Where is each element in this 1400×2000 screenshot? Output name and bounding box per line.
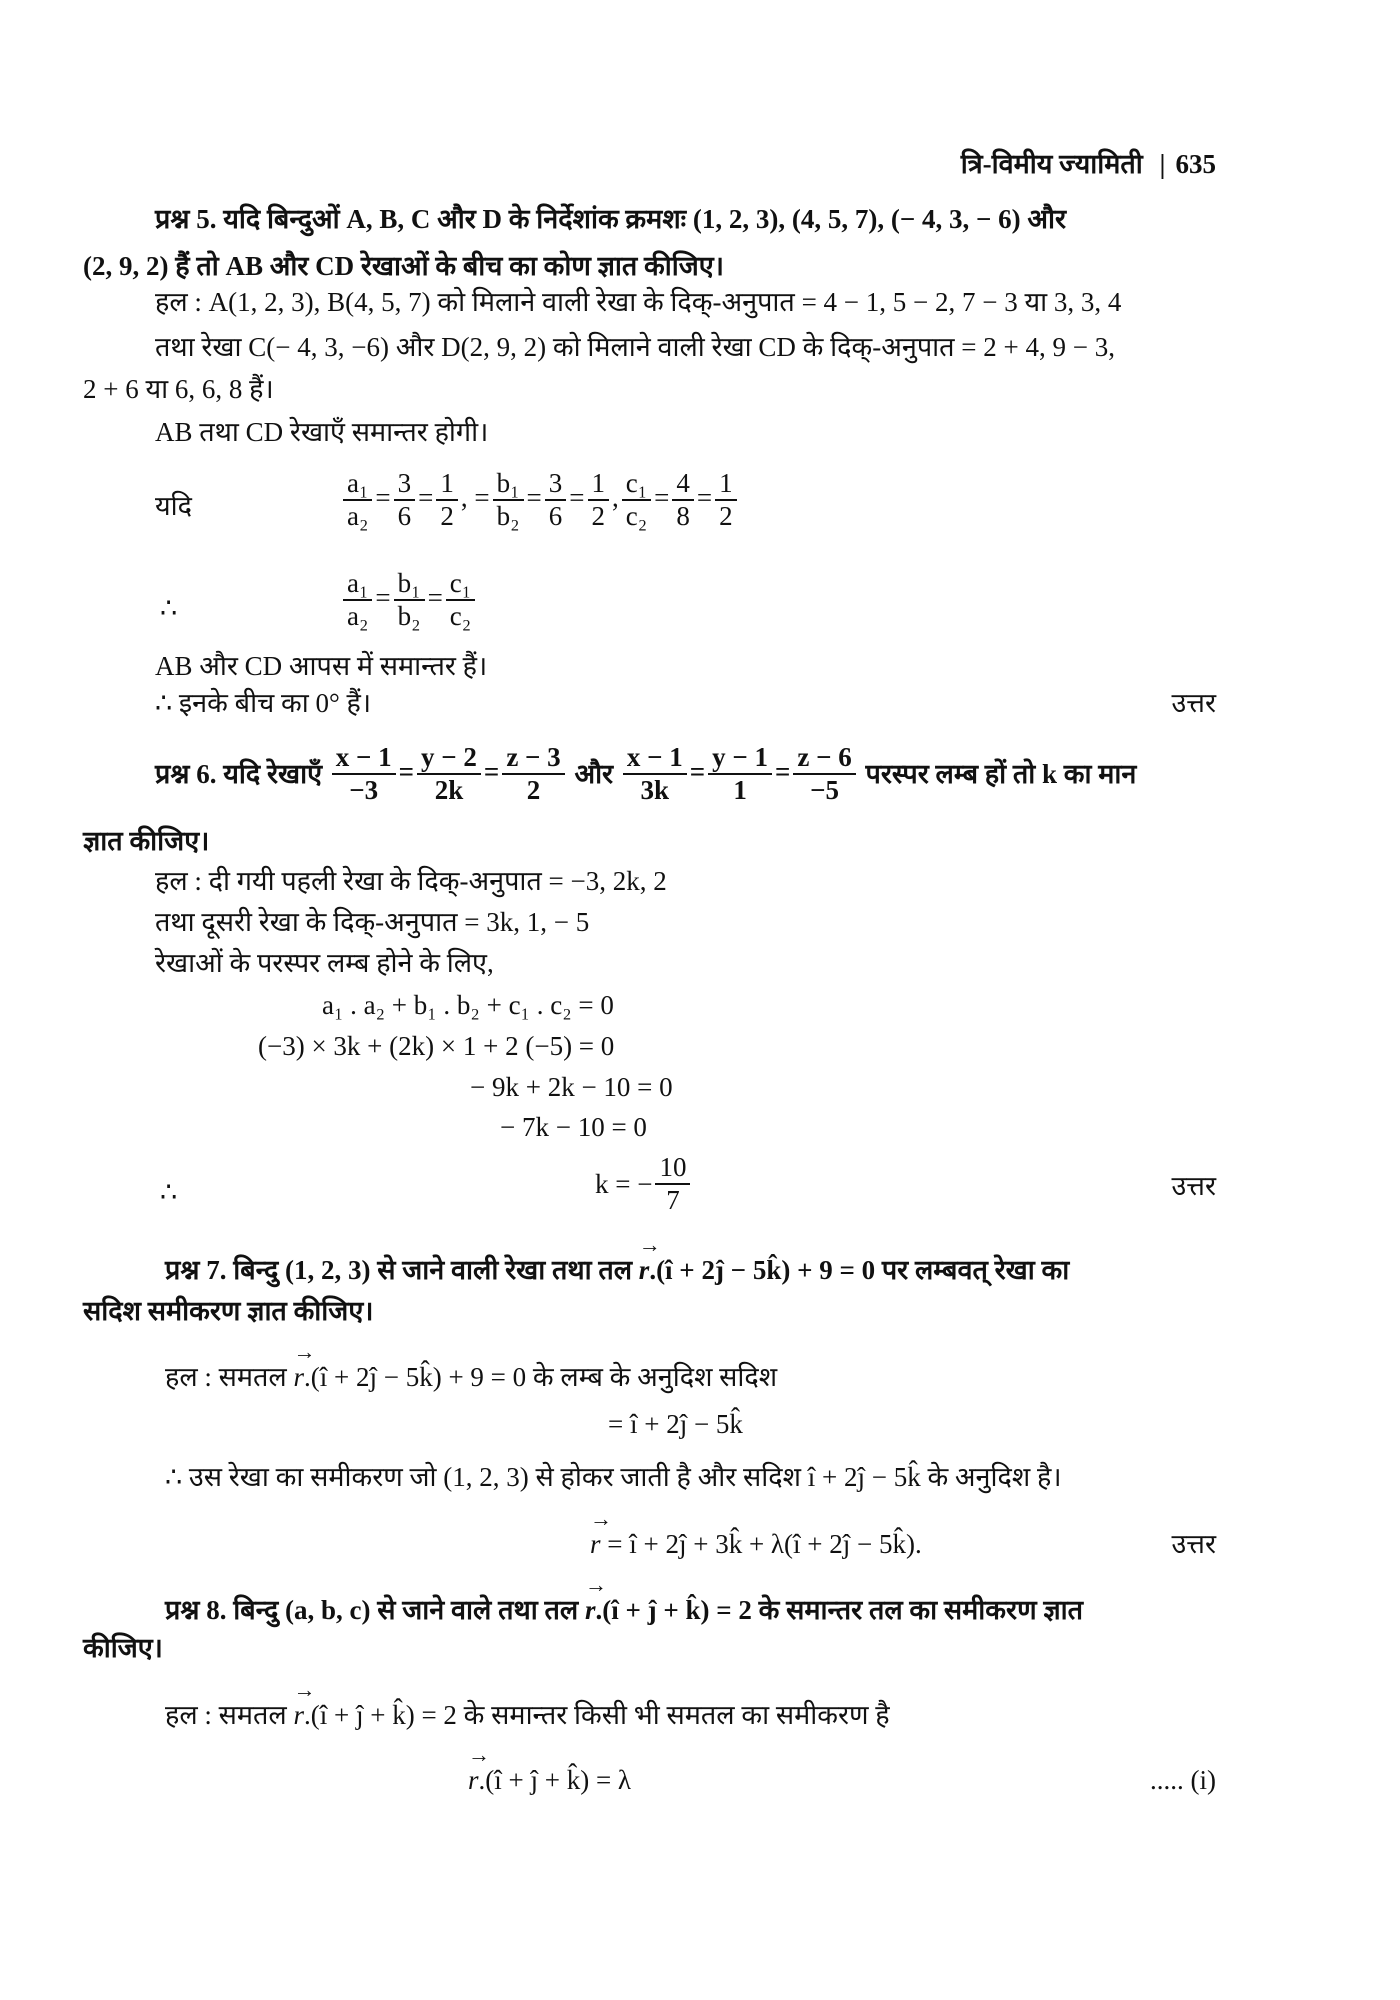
therefore-symbol: ∴ xyxy=(160,1177,178,1207)
therefore-symbol: ∴ xyxy=(160,593,178,623)
answer-label: उत्तर xyxy=(1171,1529,1216,1559)
solution-line: AB और CD आपस में समान्तर हैं। xyxy=(155,651,488,681)
page-number: 635 xyxy=(1175,149,1216,179)
solution-line: हल : समतल → r.(î + ĵ + k̂) = 2 के समान्तर किसी भी समतल का समीकरण है xyxy=(165,1699,890,1731)
solution-line: हल : A(1, 2, 3), B(4, 5, 7) को मिलाने वाली रेखा के दिक्-अनुपात = 4 − 1, 5 − 2, 7 − 3 या 3, 3, 4 xyxy=(155,287,1122,317)
equation-line: (−3) × 3k + (2k) × 1 + 2 (−5) = 0 xyxy=(258,1031,615,1061)
question-text: कीजिए। xyxy=(83,1633,163,1663)
vector-equation: → r = î + 2ĵ + 3k̂ + λ(î + 2ĵ − 5k̂). xyxy=(590,1528,922,1560)
plane-equation: → r.(î + ĵ + k̂) = λ xyxy=(468,1764,631,1796)
solution-line: तथा रेखा C(− 4, 3, −6) और D(2, 9, 2) को मिलाने वाली रेखा CD के दिक्-अनुपात = 2 + 4, 9 − 3, xyxy=(155,332,1115,362)
answer-label: उत्तर xyxy=(1171,688,1216,718)
question-text: प्रश्न 6. यदि रेखाएँ $\frac{x - 1}{-3}$ = $\frac{y - 2}{2k}$ = $\frac{z - 3}{2}$ और $\frac{x - 1}{3k}$ = $\frac{y - 1}{1}$ = $\frac{z - 6}{-5}$ परस्पर लम्ब हों तो k का मान xyxy=(155,742,1137,806)
ratio-equation: $\frac{\text{a₁}}{\text{a₂}}$ = $\frac{3}{6}$ = $\frac{1}{2}$ , = $\frac{\text{b₁}}{\text{b₂}}$ = $\frac{3}{6}$ = $\frac{1}{2}$ , $\frac{\text{c₁}}{\text{c₂}}$ = $\frac{4}{8}$ = $\frac{1}{2}$ xyxy=(340,468,740,532)
equation-line: a₁ . a₂ + b₁ . b₂ + c₁ . c₂ = 0 xyxy=(322,990,614,1020)
solution-line: ∴ इनके बीच का 0° हैं। xyxy=(155,688,372,718)
question-text: (2, 9, 2) हैं तो AB और CD रेखाओं के बीच का कोण ज्ञात कीजिए। xyxy=(83,251,724,281)
separator: | xyxy=(1159,149,1166,179)
solution-line: ∴ उस रेखा का समीकरण जो (1, 2, 3) से होकर जाती है और सदिश î + 2ĵ − 5k̂ के अनुदिश है। xyxy=(165,1462,1062,1492)
equation-number: ..... (i) xyxy=(1150,1765,1216,1795)
k-result: k = − $\frac{10}{7}$ xyxy=(595,1152,693,1216)
solution-line: AB तथा CD रेखाएँ समान्तर होगी। xyxy=(155,417,489,447)
question-text: प्रश्न 5. यदि बिन्दुओं A, B, C और D के निर्देशांक क्रमशः (1, 2, 3), (4, 5, 7), (− 4, 3, − 6) और xyxy=(155,204,1067,234)
chapter-title: त्रि-विमीय ज्यामिती xyxy=(960,149,1143,179)
question-text: प्रश्न 7. बिन्दु (1, 2, 3) से जाने वाली रेखा तथा तल → r.(î + 2ĵ − 5k̂) + 9 = 0 पर लम्बवत् रेखा का xyxy=(165,1254,1069,1286)
running-header xyxy=(961,148,1216,180)
solution-line: 2 + 6 या 6, 6, 8 हैं। xyxy=(83,374,274,404)
question-text: सदिश समीकरण ज्ञात कीजिए। xyxy=(83,1296,374,1326)
question-text: प्रश्न 8. बिन्दु (a, b, c) से जाने वाले तथा तल → r.(î + ĵ + k̂) = 2 के समान्तर तल का समीकरण ज्ञात xyxy=(165,1594,1083,1626)
solution-line: रेखाओं के परस्पर लम्ब होने के लिए, xyxy=(155,948,494,978)
label-yadi: यदि xyxy=(155,491,192,521)
solution-line: हल : समतल → r.(î + 2ĵ − 5k̂) + 9 = 0 के लम्ब के अनुदिश सदिश xyxy=(165,1361,777,1393)
ratio-equality: $\frac{\text{a₁}}{\text{a₂}}$ = $\frac{\text{b₁}}{\text{b₂}}$ = $\frac{\text{c₁}}{\text{c₂}}$ xyxy=(340,568,478,632)
solution-line: हल : दी गयी पहली रेखा के दिक्-अनुपात = −3, 2k, 2 xyxy=(155,866,667,896)
equation-line: − 9k + 2k − 10 = 0 xyxy=(470,1072,673,1102)
question-text: ज्ञात कीजिए। xyxy=(83,826,210,856)
solution-line: तथा दूसरी रेखा के दिक्-अनुपात = 3k, 1, − 5 xyxy=(155,907,590,937)
equation-line: = î + 2ĵ − 5k̂ xyxy=(608,1409,743,1439)
equation-line: − 7k − 10 = 0 xyxy=(500,1112,647,1142)
answer-label: उत्तर xyxy=(1171,1171,1216,1201)
